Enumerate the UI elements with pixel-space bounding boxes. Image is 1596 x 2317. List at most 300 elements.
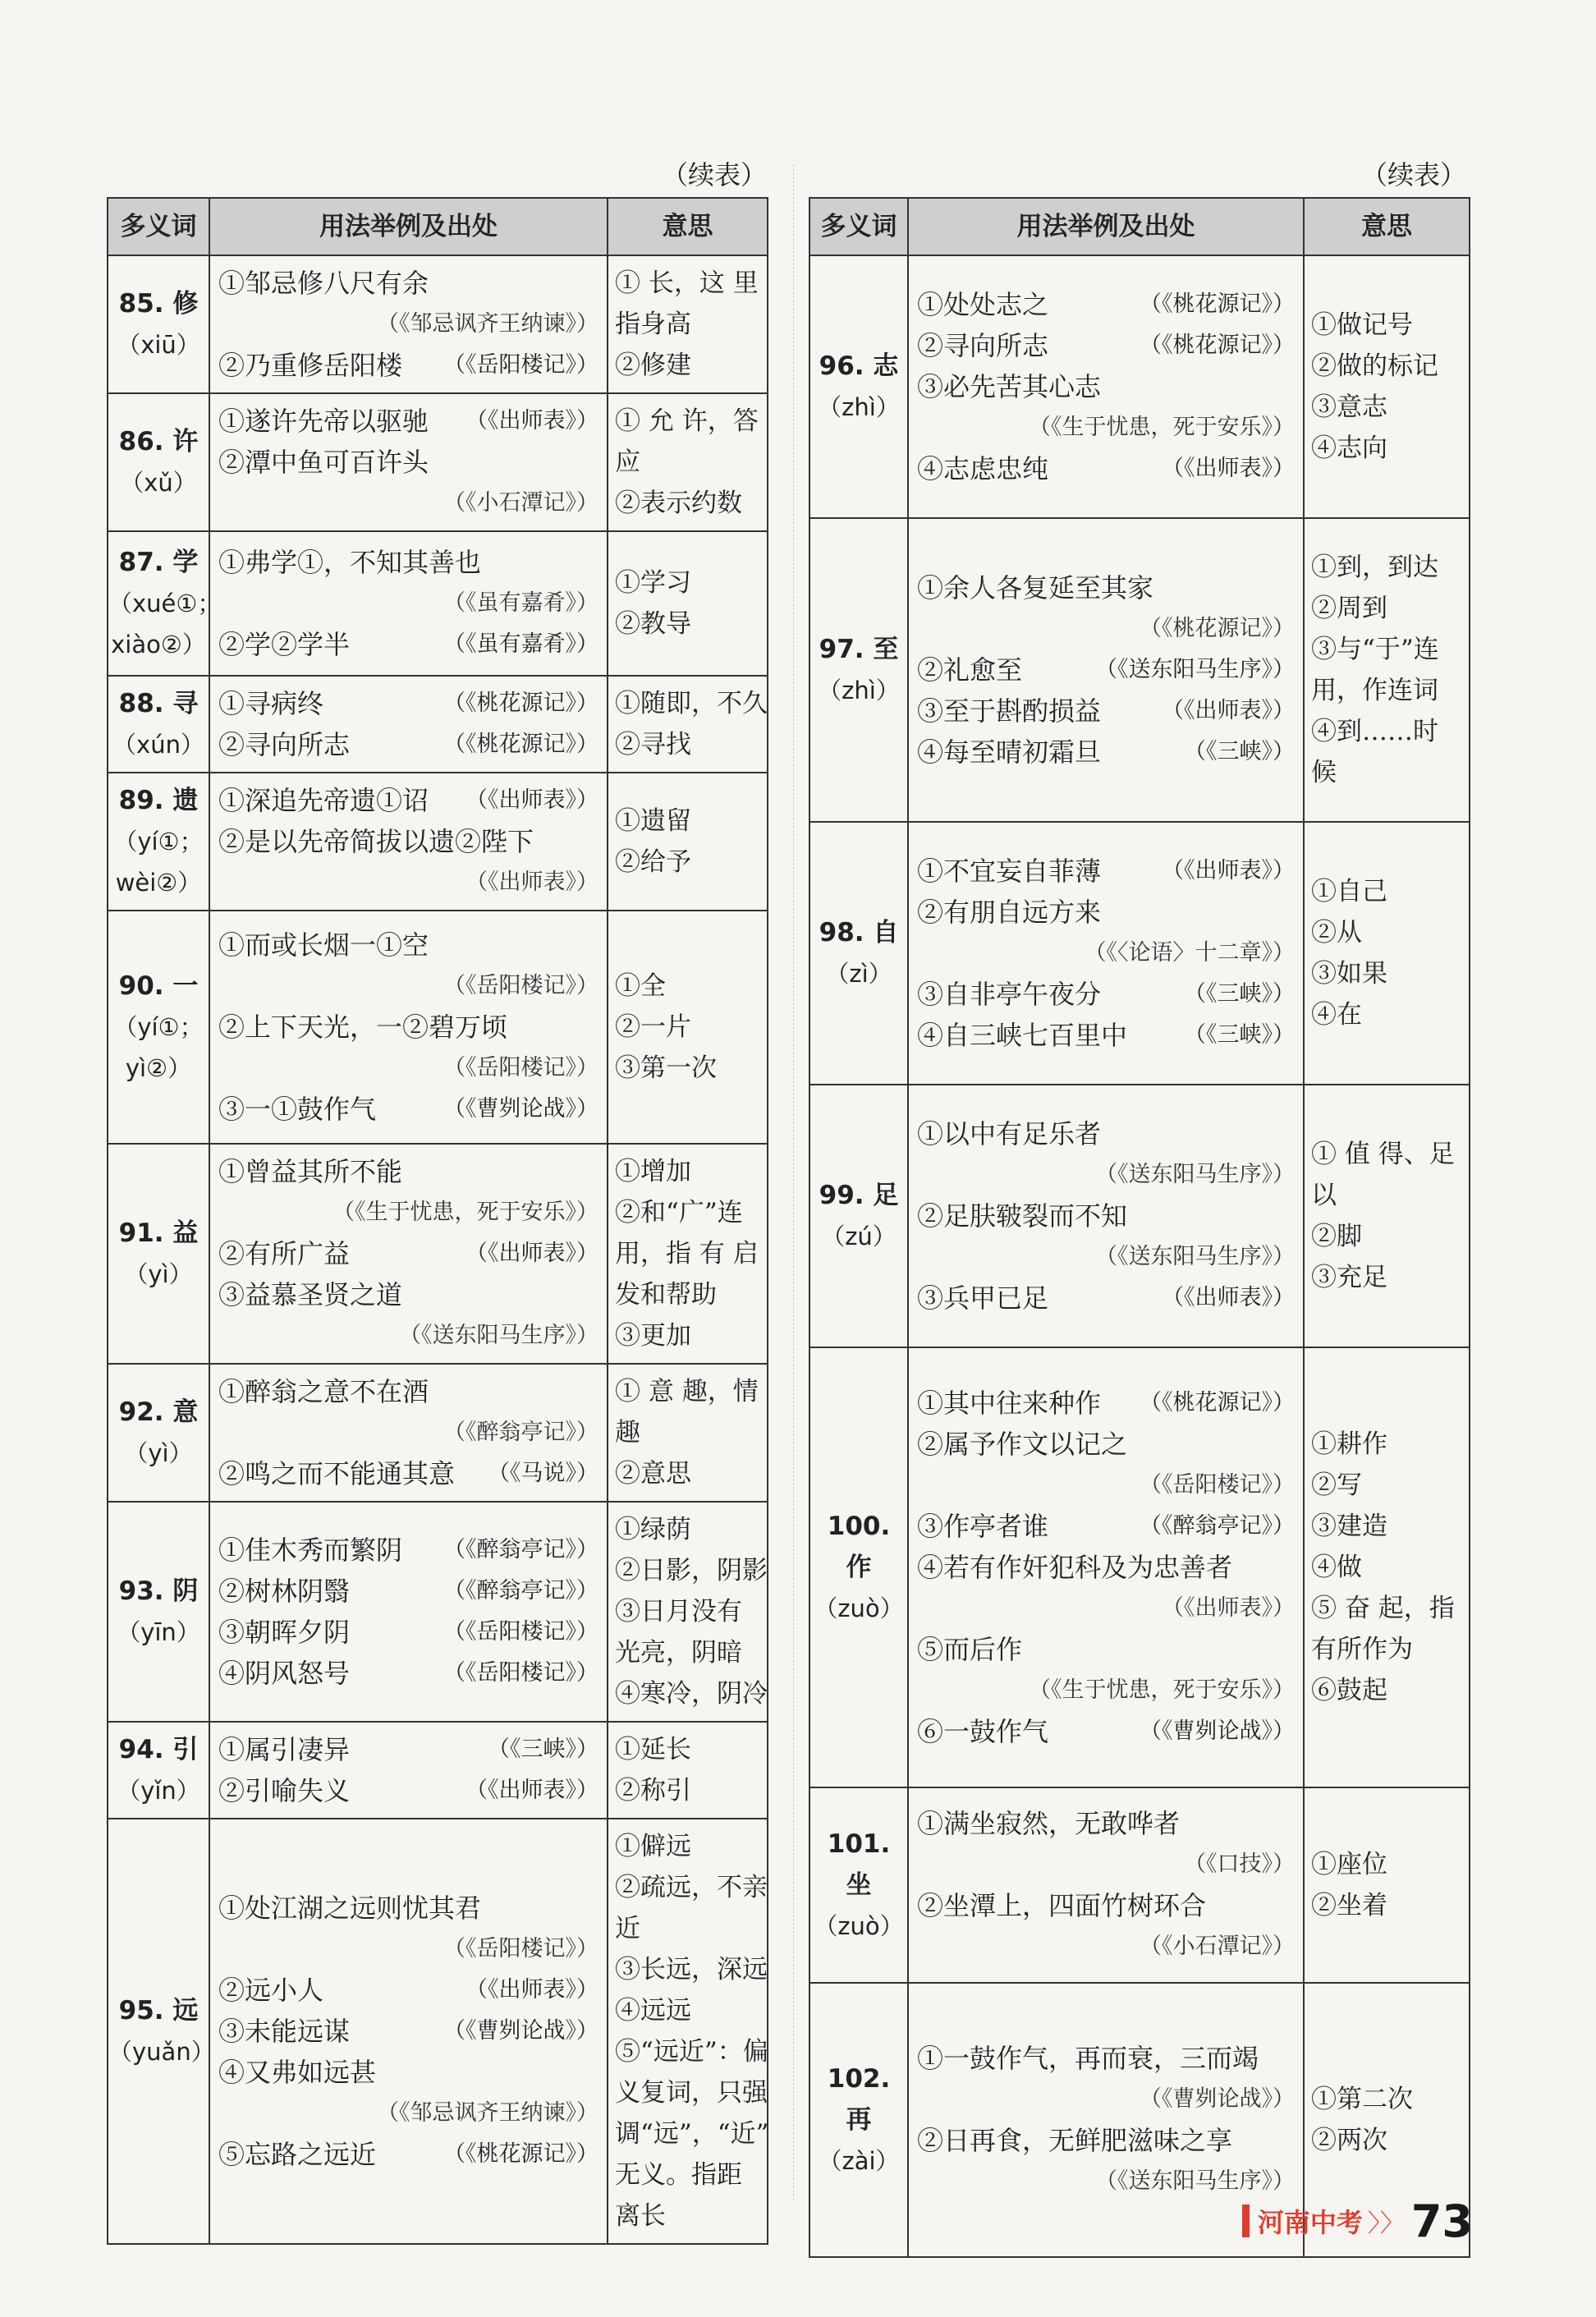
example-source: （《三峡》） [1184,1022,1295,1048]
meaning-item: ①绿荫 [615,1515,691,1544]
usage-cell [908,822,1304,1085]
usage-cell [209,1502,608,1722]
table-row [108,1144,768,1364]
pinyin: （zuò） [814,1594,904,1622]
example-text: ②远小人 [218,1975,324,2006]
example-line [218,1729,598,1770]
meaning-item: ⑤“远近”：偏 [615,2037,768,2067]
meaning-item: ②一片 [615,1012,691,1042]
example-source: （《出师表》） [1162,1285,1295,1310]
example-source: （《口技》） [1184,1851,1295,1877]
meaning-item: ②疏远，不亲 [615,1873,768,1902]
meaning-cell [608,1144,768,1364]
page-footer [1242,2195,1473,2247]
example-source: （《生于忧患，死于安乐》） [1029,415,1295,440]
meaning-cell [608,531,768,676]
example-text: ③一①鼓作气 [218,1094,377,1125]
table-row [108,773,768,911]
table-row [108,255,768,393]
meaning-item: ②教导 [615,609,691,639]
table-row [809,1085,1470,1347]
meaning-item: ① 长，这 里 [615,268,759,298]
example-text: ④每至晴初霜旦 [917,736,1102,768]
pinyin: （xún） [112,731,204,759]
meaning-item: 调“远”，“近” [615,2119,769,2149]
example-text: ③朝晖夕阴 [218,1617,351,1648]
example-source: （《出师表》） [466,869,598,895]
example-source: （《桃花源记》） [1140,1390,1295,1415]
example-text: ④自三峡七百里中 [917,1020,1128,1051]
example-source: （《岳阳楼记》） [443,973,598,998]
meaning-item: ③与“于”连 [1311,635,1439,664]
example-text: ②寻向所志 [218,729,351,760]
headword: 101. 坐 [827,1829,891,1900]
word-cell [809,1983,908,2257]
table-row [108,676,768,773]
example-line [218,1571,598,1612]
example-source: （《桃花源记》） [1140,291,1295,317]
meaning-cell [1304,822,1470,1085]
meaning-item: ④做 [1311,1553,1362,1582]
example-line [917,1278,1295,1319]
example-source: （《岳阳楼记》） [443,1055,598,1081]
example-source: （《小石潭记》） [443,490,598,516]
pinyin: （yuǎn） [108,2038,215,2066]
word-cell [108,531,222,676]
pinyin: （yì） [124,1260,193,1288]
meaning-item: ①全 [615,971,666,1001]
meaning-item: ③更加 [615,1321,691,1351]
example-text: ③自非亭午夜分 [917,979,1102,1010]
meaning-cell [1304,1085,1470,1347]
meaning-item: ①座位 [1311,1850,1387,1879]
table-row [108,1819,768,2244]
example-text: ⑤而后作 [917,1634,1023,1665]
meaning-item: 光亮，阴暗 [615,1638,742,1668]
example-source: （《生于忧患，死于安乐》） [1029,1677,1295,1703]
example-source: （《邹忌讽齐王纳谏》） [377,2100,598,2126]
example-line [917,649,1295,691]
footer-brand: 河南中考 [1257,2207,1363,2238]
meaning-item: ②表示约数 [615,489,742,518]
table-row [108,393,768,531]
meaning-item: ②周到 [1311,594,1387,623]
example-text: ②乃重修岳阳楼 [218,350,403,381]
example-text: ①处江湖之远则忧其君 [218,1893,482,1924]
continued-label-left: （续表） [661,159,767,190]
example-source: （《三峡》） [1184,981,1295,1007]
meaning-item: 发和帮助 [615,1280,717,1310]
pinyin: （zì） [825,960,892,988]
word-cell [809,822,908,1085]
example-text: ④若有作奸犯科及为忠善者 [917,1552,1233,1583]
example-source: （《醉翁亭记》） [443,1537,598,1562]
meaning-cell [608,1722,768,1819]
meaning-item: 无义。指距 [615,2160,742,2190]
meaning-item: ①到，到达 [1311,553,1438,582]
meaning-cell [1304,518,1470,822]
headword: 85. 修 [118,289,199,319]
example-text: ①以中有足乐者 [917,1118,1102,1149]
usage-cell [209,911,608,1144]
pinyin: （yǐn） [117,1777,200,1805]
meaning-item: 义复词，只强 [615,2078,768,2108]
usage-cell [209,1144,608,1364]
usage-cell [209,255,608,393]
example-source: （《出师表》） [466,787,598,813]
example-text: ⑥一鼓作气 [917,1716,1049,1747]
word-cell [809,1347,908,1787]
example-line [218,2011,598,2052]
example-text: ②学②学半 [218,629,351,660]
pinyin: （yí①；wèi②） [113,828,204,897]
pinyin: （yīn） [117,1618,200,1646]
usage-cell [908,1787,1304,1983]
meaning-cell [608,911,768,1144]
meaning-item: ① 值 得、足 [1311,1140,1455,1169]
example-source: （《桃花源记》） [443,691,598,716]
column-divider [793,164,794,2200]
meaning-item: ①第二次 [1311,2085,1413,2114]
example-text: ①不宜妄自菲薄 [917,856,1102,887]
pinyin: （xǔ） [120,469,197,497]
meaning-item: ②脚 [1311,1222,1362,1251]
example-line [218,1970,598,2011]
meaning-item: ①学习 [615,568,691,598]
pinyin: （zhì） [818,677,900,704]
meaning-item: ①自己 [1311,877,1387,906]
example-text: ②上下天光，一②碧万顷 [218,1012,508,1043]
example-text: ②足肤皲裂而不知 [917,1200,1128,1232]
example-source: （《小石潭记》） [1140,1934,1295,1959]
usage-cell [209,773,608,911]
example-source: （《出师表》） [466,1778,598,1803]
usage-cell [209,1819,608,2244]
meaning-item: 有所作为 [1311,1635,1413,1664]
table-row [809,1347,1470,1787]
headword: 95. 远 [118,1996,199,2026]
word-cell [108,1722,209,1819]
example-line [917,732,1295,773]
example-line [218,624,598,665]
meaning-item: ②意思 [615,1459,691,1489]
vocab-table-right [809,197,1470,2258]
meaning-item: ①延长 [615,1735,691,1764]
example-text: ①佳木秀而繁阴 [218,1535,403,1566]
chevron-right-icon: 〉〉 [1367,2209,1405,2238]
example-source: （《三峡》） [1184,739,1295,764]
example-text: ①醉翁之意不在酒 [218,1376,429,1407]
example-source: （《出师表》） [466,1241,598,1266]
example-source: （《出师表》） [1162,698,1295,723]
example-source: （《曹刿论战》） [443,1096,598,1122]
header-word: 多义词 [809,198,908,255]
headword: 92. 意 [118,1397,199,1427]
example-text: ①满坐寂然，无敢哗者 [917,1808,1181,1839]
example-line [917,1711,1295,1752]
page-number: 73 [1410,2195,1473,2247]
word-cell [809,1085,908,1347]
meaning-item: ③日月没有 [615,1597,742,1626]
example-source: （《送东阳马生序》） [1095,2168,1295,2194]
meaning-cell [1304,1347,1470,1787]
example-text: ②有所广益 [218,1238,351,1269]
example-text: ②是以先帝简拔以遗②陛下 [218,826,534,857]
example-source: （《送东阳马生序》） [1095,657,1295,682]
header-usage: 用法举例及出处 [908,198,1304,255]
pinyin: （zú） [821,1223,897,1250]
example-line [218,780,598,821]
footer-accent-bar [1242,2205,1250,2237]
example-text: ⑤忘路之远近 [218,2139,377,2170]
example-source: （《醉翁亭记》） [1140,1513,1295,1539]
meaning-item: ②和“广”连 [615,1198,743,1227]
example-source: （《醉翁亭记》） [443,1420,598,1445]
meaning-item: 候 [1311,758,1337,787]
pinyin: （zài） [818,2147,900,2175]
meaning-item: 以 [1311,1181,1337,1210]
table-row [809,518,1470,822]
example-source: （《虽有嘉肴》） [443,590,598,616]
headword: 86. 许 [118,427,199,457]
example-line [218,1453,598,1494]
meaning-item: ②两次 [1311,2126,1387,2155]
example-text: ②引喻失义 [218,1775,351,1806]
meaning-item: ②做的标记 [1311,351,1438,381]
example-source: （《送东阳马生序》） [399,1323,598,1348]
word-cell [108,1364,209,1502]
example-text: ③兵甲已足 [917,1282,1049,1314]
example-text: ②属予作文以记之 [917,1429,1128,1460]
example-line [218,345,598,386]
pinyin: （xiū） [117,331,200,359]
meaning-item: ③充足 [1311,1263,1387,1292]
example-text: ②潭中鱼可百许头 [218,447,429,478]
word-cell [108,773,209,911]
table-row [809,822,1470,1085]
header-meaning: 意思 [1304,198,1470,255]
meaning-item: ⑤ 奋 起，指 [1311,1594,1455,1623]
meaning-cell [608,1502,768,1722]
meaning-item: ②给予 [615,847,691,877]
example-text: ①而或长烟一①空 [218,929,429,961]
example-source: （《送东阳马生序》） [1095,1162,1295,1187]
usage-cell [209,676,608,773]
example-line [917,448,1295,489]
table-row [809,255,1470,518]
example-source: （《出师表》） [1162,858,1295,883]
meaning-cell [608,773,768,911]
usage-cell [908,518,1304,822]
meaning-item: ②从 [1311,918,1362,947]
usage-cell [209,531,608,676]
meaning-item: ③建造 [1311,1512,1387,1541]
headword: 97. 至 [819,635,899,664]
meaning-item: ③长远，深远 [615,1955,768,1984]
usage-cell [209,1364,608,1502]
table-row [108,1502,768,1722]
example-line [917,1383,1295,1424]
example-source: （《岳阳楼记》） [443,352,598,378]
meaning-item: ④寒冷，阴冷 [615,1679,768,1709]
usage-cell [908,1085,1304,1347]
meaning-item: ①耕作 [1311,1429,1387,1459]
example-source: （《出师表》） [1162,456,1295,481]
pinyin: （zhì） [818,393,900,421]
meaning-item: ④到……时 [1311,717,1438,746]
example-source: （《生于忧患，死于安乐》） [332,1200,598,1225]
meaning-item: ③第一次 [615,1053,717,1083]
word-cell [809,518,908,822]
meaning-item: ①增加 [615,1157,691,1186]
table-header-row [809,198,1470,255]
meaning-item: ②寻找 [615,730,691,759]
example-text: ①弗学①，不知其善也 [218,547,482,578]
example-text: ④志虑忠纯 [917,453,1049,484]
header-word: 多义词 [108,198,209,255]
headword: 93. 阴 [118,1576,199,1606]
meaning-item: ①僻远 [615,1832,691,1861]
example-source: （《岳阳楼记》） [443,1936,598,1961]
example-source: （《桃花源记》） [443,732,598,757]
example-text: ①遂许先帝以驱驰 [218,406,429,437]
meaning-cell [1304,255,1470,518]
example-source: （《桃花源记》） [1140,333,1295,358]
usage-cell [209,393,608,531]
pinyin: （zuò） [814,1912,904,1940]
meaning-item: 用，指 有 启 [615,1239,759,1269]
example-line [917,325,1295,366]
headword: 89. 遗 [118,786,199,815]
example-text: ③必先苦其心志 [917,371,1102,402]
word-cell [809,1787,908,1983]
meaning-item: ④远远 [615,1996,691,2026]
headword: 87. 学 [118,548,199,577]
example-source: （《岳阳楼记》） [1140,1472,1295,1498]
meaning-item: ① 意 趣，情 [615,1377,759,1406]
example-line [218,1530,598,1571]
example-source: （《醉翁亭记》） [443,1578,598,1604]
example-text: ②树林阴翳 [218,1576,351,1607]
example-text: ②鸣之而不能通其意 [218,1458,456,1489]
example-text: ②有朋自远方来 [917,897,1102,928]
example-text: ④又弗如远甚 [218,2057,377,2088]
example-line [917,974,1295,1015]
example-text: ④阴风怒号 [218,1658,351,1689]
example-text: ②礼愈至 [917,654,1023,686]
example-text: ①寻病终 [218,688,324,719]
example-source: （《送东阳马生序》） [1095,1244,1295,1269]
header-usage: 用法举例及出处 [209,198,608,255]
vocab-table-left [107,197,768,2245]
example-text: ③作亭者谁 [917,1511,1049,1542]
meaning-item: 指身高 [615,310,691,339]
pinyin: （yì） [124,1439,193,1467]
meaning-item: 近 [615,1914,640,1943]
example-text: ②坐潭上，四面竹树环合 [917,1890,1207,1921]
headword: 94. 引 [118,1735,199,1764]
example-text: ①一鼓作气，再而衰，三而竭 [917,2043,1259,2074]
example-source: （《邹忌讽齐王纳谏》） [377,311,598,337]
example-text: ①处处志之 [917,289,1049,320]
example-source: （《出师表》） [466,1977,598,2003]
usage-cell [908,255,1304,518]
meaning-cell [1304,1787,1470,1983]
example-text: ①深追先帝遗①诏 [218,785,429,816]
meaning-item: 应 [615,447,640,477]
word-cell [108,255,209,393]
word-cell [108,676,209,773]
example-source: （《曹刿论战》） [1140,2086,1295,2112]
meaning-item: ④志向 [1311,434,1387,463]
example-source: （《曹刿论战》） [1140,1718,1295,1744]
pinyin: （yí①；yì②） [113,1013,204,1082]
meaning-cell [608,255,768,393]
example-text: ①曾益其所不能 [218,1156,403,1187]
meaning-cell [608,1364,768,1502]
example-line [218,1089,598,1130]
continued-label-right: （续表） [1360,159,1466,190]
meaning-item: ③意志 [1311,392,1387,422]
headword: 98. 自 [819,918,899,947]
meaning-item: ②修建 [615,351,691,380]
example-source: （《岳阳楼记》） [443,1660,598,1686]
meaning-item: ②写 [1311,1470,1362,1500]
meaning-item: ②称引 [615,1776,691,1805]
headword: 91. 益 [118,1218,199,1248]
example-line [218,1770,598,1811]
table-header-row [108,198,768,255]
meaning-item: ①随即，不久 [615,689,768,718]
example-source: （《马说》） [488,1461,598,1486]
header-meaning: 意思 [608,198,768,255]
usage-cell [908,1347,1304,1787]
example-text: ③益慕圣贤之道 [218,1279,403,1310]
example-source: （《曹刿论战》） [443,2018,598,2044]
example-line [218,724,598,765]
example-source: （《岳阳楼记》） [443,1619,598,1645]
meaning-item: 离长 [615,2201,666,2231]
pinyin: （xué①；xiào②） [108,590,222,658]
example-source: （《三峡》） [488,1737,598,1762]
word-cell [108,1144,209,1364]
example-line [218,1233,598,1274]
meaning-item: ④在 [1311,1000,1362,1030]
usage-cell [209,1722,608,1819]
example-line [917,691,1295,732]
word-cell [108,911,209,1144]
table-row [108,1364,768,1502]
headword: 99. 足 [819,1181,899,1210]
meaning-cell [608,1819,768,2244]
meaning-item: ①做记号 [1311,310,1413,340]
example-source: （《出师表》） [466,408,598,434]
headword: 96. 志 [819,351,899,381]
example-text: ②寻向所志 [917,330,1049,361]
table-row [108,911,768,1144]
meaning-item: ③如果 [1311,959,1387,989]
example-line [218,1612,598,1653]
example-line [917,1015,1295,1056]
meaning-item: ①遗留 [615,806,691,836]
example-text: ③至于斟酌损益 [917,695,1102,727]
headword: 88. 寻 [118,689,199,718]
example-source: （《〈论语〉十二章》） [1084,940,1295,966]
meaning-item: ②坐着 [1311,1891,1387,1920]
example-text: ①其中往来种作 [917,1388,1102,1419]
example-text: ①属引凄异 [218,1734,351,1765]
example-line [218,683,598,724]
